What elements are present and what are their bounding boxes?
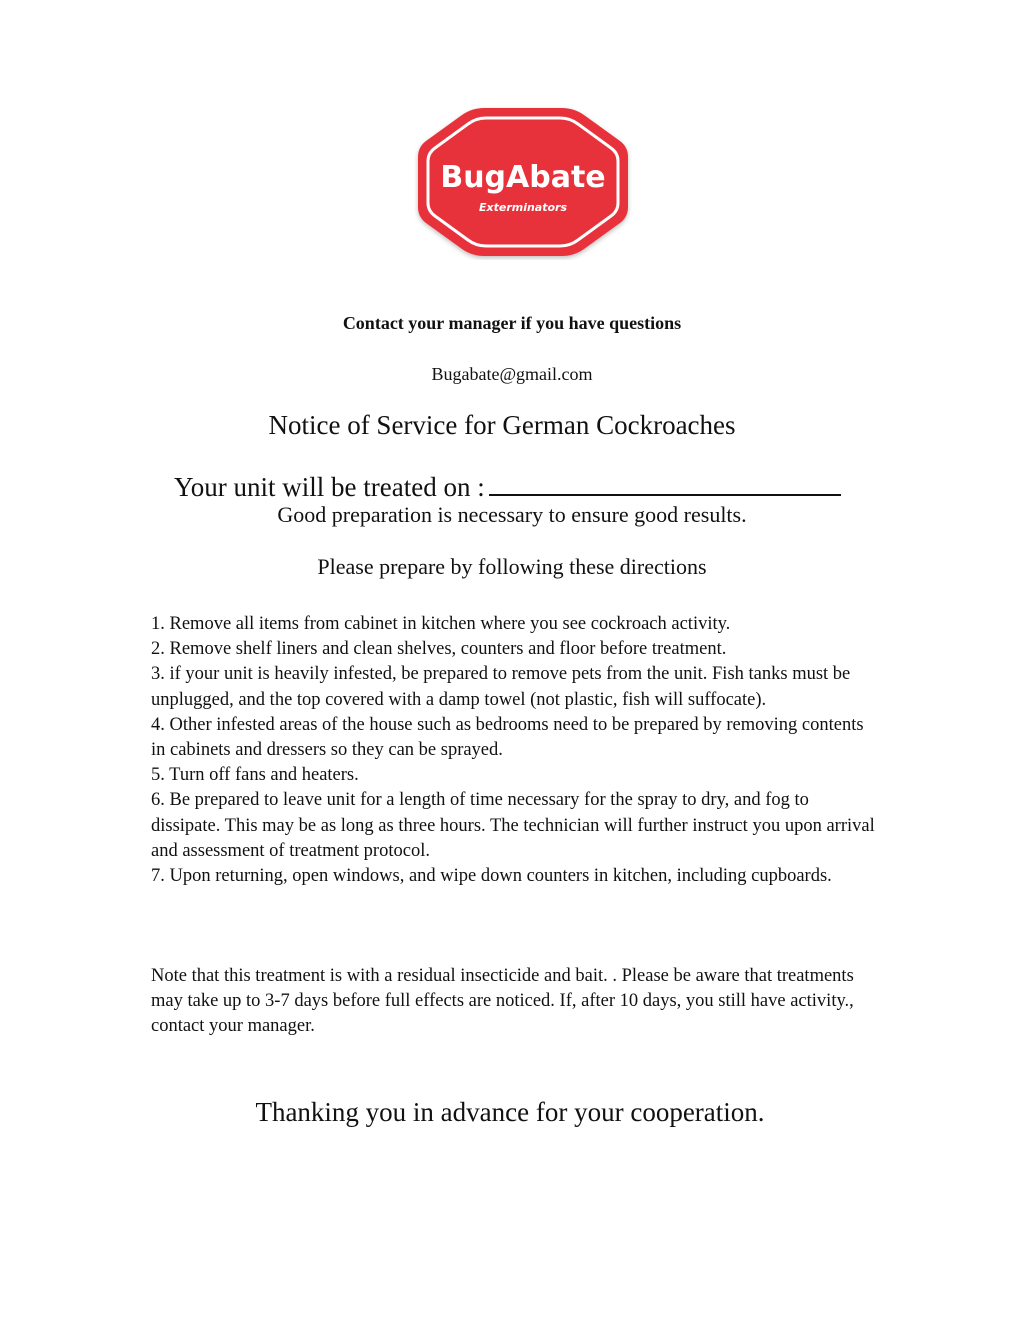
directions-list [151,612,881,889]
contact-instruction: Contact your manager if you have questions [342,313,682,333]
treatment-note: Note that this treatment is with a residual insecticide and bait. . Please be aware that treatments may take up to 3-7 days before full effects are noticed. If, after 10 days, you still have activity., contact your manager. [151,966,854,1037]
treatment-date-label: Your unit will be treated on : [174,472,485,502]
preparation-note: Good preparation is necessary to ensure good results. [277,502,747,527]
direction-item: 7. Upon returning, open windows, and wipe down counters in kitchen, including cupboards. [151,866,832,887]
direction-item: 2. Remove shelf liners and clean shelves, counters and floor before treatment. [151,639,727,660]
contact-email: Bugabate@gmail.com [431,364,593,384]
direction-item: 6. Be prepared to leave unit for a length of time necessary for the spray to dry, and fog to dissipate. This may be as long as three hours. The technician will further instruct you upon arrival and assessment of treatment protocol. [151,790,875,861]
closing-thanks: Thanking you in advance for your cooperation. [255,1097,765,1127]
logo-badge [414,104,632,260]
direction-item: 4. Other infested areas of the house such as bedrooms need to be prepared by removing contents in cabinets and dressers so they can be sprayed. [151,714,864,761]
directions-heading: Please prepare by following these directions [317,554,707,579]
logo-brand-text: BugAbate [440,160,606,195]
treatment-date-blank [489,470,841,496]
notice-title: Notice of Service for German Cockroaches [268,410,736,440]
direction-item: 3. if your unit is heavily infested, be prepared to remove pets from the unit. Fish tanks must be unplugged, and the top covered with a damp towel (not plastic, fish will suffocate). [151,664,851,710]
bugabate-logo [414,104,632,260]
direction-item: 5. Turn off fans and heaters. [151,765,359,786]
logo-tagline-text: Exterminators [478,201,568,214]
direction-item: 1. Remove all items from cabinet in kitchen where you see cockroach activity. [151,614,731,634]
treatment-date-line [174,470,841,503]
